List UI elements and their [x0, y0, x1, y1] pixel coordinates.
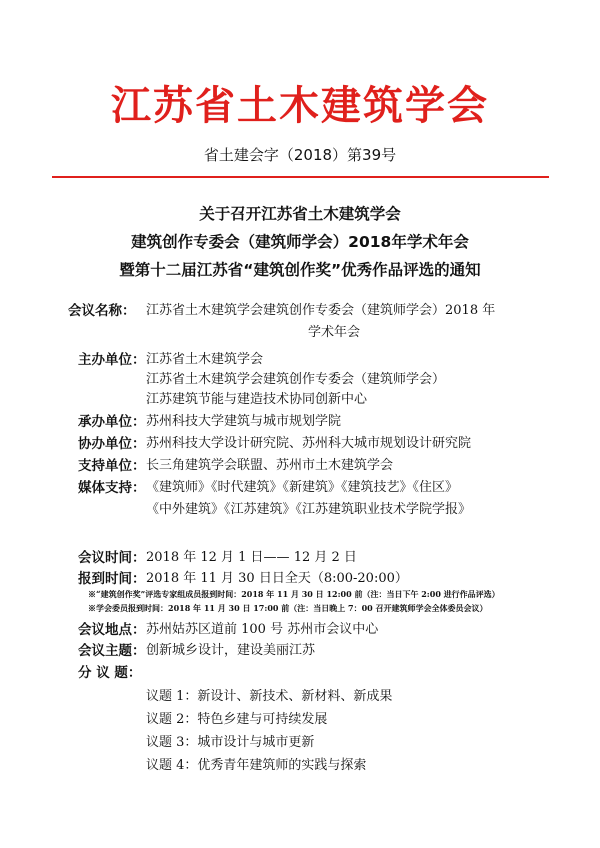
meeting-time-value: 2018 年 12 月 1 日—— 12 月 2 日	[146, 550, 357, 565]
meeting-name-value-cont: 学术年会	[308, 325, 361, 340]
media-value-cont: 《中外建筑》《江苏建筑》《江苏建筑职业技术学院学报》	[146, 502, 472, 517]
theme-label: 会议主题：	[78, 643, 146, 659]
theme-value: 创新城乡设计，建设美丽江苏	[146, 643, 316, 658]
co-organizer-value: 苏州科技大学设计研究院、苏州科大城市规划设计研究院	[146, 436, 472, 451]
support-value: 长三角建筑学会联盟、苏州市土木建筑学会	[146, 458, 394, 473]
host-unit-3: 江苏建筑节能与建造技术协同创新中心	[146, 392, 368, 407]
organizer-value: 苏州科技大学建筑与城市规划学院	[146, 414, 342, 429]
topic-item: 议题 4：优秀青年建筑师的实践与探索	[146, 758, 367, 773]
media-label: 媒体支持：	[78, 480, 146, 496]
meeting-name-label: 会议名称：	[68, 303, 136, 319]
host-label: 主办单位：	[78, 352, 146, 368]
venue-label: 会议地点：	[78, 622, 146, 638]
topic-item: 议题 2：特色乡建与可持续发展	[146, 712, 328, 727]
topic-item: 议题 3：城市设计与城市更新	[146, 735, 315, 750]
support-label: 支持单位：	[78, 458, 146, 474]
co-organizer-label: 协办单位：	[78, 436, 146, 452]
meeting-time-label: 会议时间：	[78, 550, 146, 566]
host-unit-1: 江苏省土木建筑学会	[146, 352, 264, 367]
member-checkin-note: ※学会委员报到时间：2018 年 11 月 30 日 17:00 前（注：当日晚上 7：00 召开建筑师学会全体委员会议）	[88, 603, 488, 613]
media-value: 《建筑师》《时代建筑》《新建筑》《建筑技艺》《住区》	[146, 480, 459, 495]
meeting-name-value: 江苏省土木建筑学会建筑创作专委会（建筑师学会）2018 年	[146, 303, 496, 318]
venue-value: 苏州姑苏区道前 100 号 苏州市会议中心	[146, 622, 379, 637]
organizer-label: 承办单位：	[78, 414, 146, 430]
topics-label: 分 议 题：	[78, 665, 142, 681]
checkin-time-label: 报到时间：	[78, 571, 146, 587]
notice-title-line-2: 建筑创作专委会（建筑师学会）2018年学术年会	[131, 233, 469, 251]
host-unit-2: 江苏省土木建筑学会建筑创作专委会（建筑师学会）	[146, 372, 446, 387]
checkin-time-value: 2018 年 11 月 30 日日全天（8:00-20:00）	[146, 571, 408, 586]
topic-item: 议题 1：新设计、新技术、新材料、新成果	[146, 689, 393, 704]
organization-masthead: 江苏省土木建筑学会	[111, 83, 489, 129]
jury-checkin-note: ※“建筑创作奖”评选专家组成员报到时间：2018 年 11 月 30 日 12:00 前（注：当日下午 2:00 进行作品评选）	[88, 589, 500, 599]
document-number: 省土建会字（2018）第39号	[203, 146, 397, 164]
red-divider-line	[52, 176, 549, 178]
notice-title-line-1: 关于召开江苏省土木建筑学会	[199, 205, 401, 223]
notice-title-line-3: 暨第十二届江苏省“建筑创作奖”优秀作品评选的通知	[119, 261, 481, 279]
